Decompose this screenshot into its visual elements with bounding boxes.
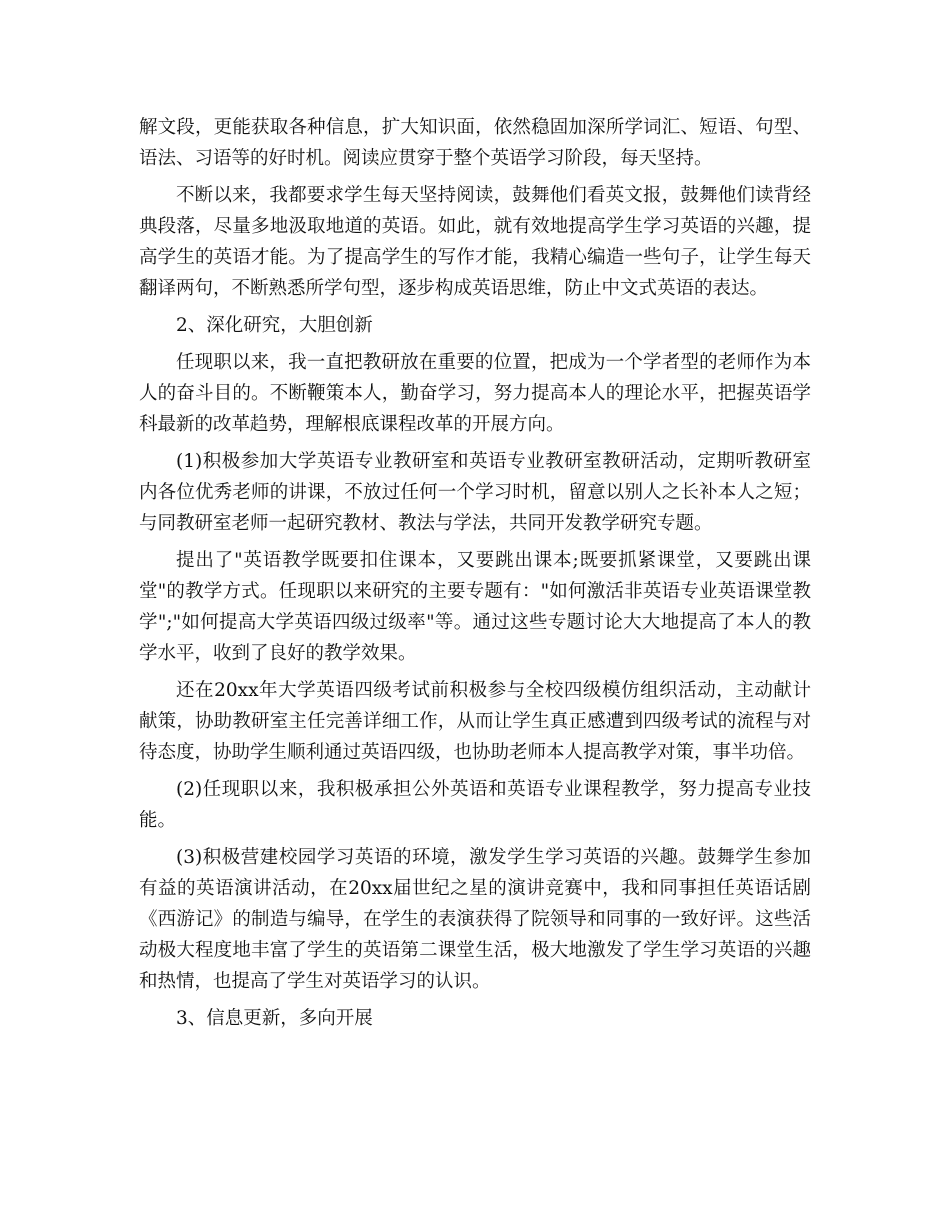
paragraph-item-1: (1)积极参加大学英语专业教研室和英语专业教研室教研活动，定期听教研室内各位优秀老师的讲课，不放过任何一个学习时机，留意以别人之长补本人之短；与同教研室老师一起研究教材、教法与学法，共同开发教学研究专题。 xyxy=(139,451,811,534)
paragraph-cet4-activity: 还在20xx年大学英语四级考试前积极参与全校四级模仿组织活动，主动献计献策，协助教研室主任完善详细工作，从而让学生真正感遭到四级考试的流程与对待态度，协助学生顺利通过英语四级，也协助老师本人提高教学对策，事半功倍。 xyxy=(139,680,811,763)
paragraph-item-2: (2)任现职以来，我积极承担公外英语和英语专业课程教学，努力提高专业技能。 xyxy=(139,779,811,831)
paragraph-item-3: (3)积极营建校园学习英语的环境，激发学生学习英语的兴趣。鼓舞学生参加有益的英语演讲活动，在20xx届世纪之星的演讲竞赛中，我和同事担任英语话剧《西游记》的制造与编导，在学生的表演获得了院领导和同事的一致好评。这些活动极大程度地丰富了学生的英语第二课堂生活，极大地激发了学生学习英语的兴趣和热情，也提高了学生对英语学习的认识。 xyxy=(139,847,811,992)
paragraph-research-intro: 任现职以来，我一直把教研放在重要的位置，把成为一个学者型的老师作为本人的奋斗目的。不断鞭策本人，勤奋学习，努力提高本人的理论水平，把握英语学科最新的改革趋势，理解根底课程改革的开展方向。 xyxy=(139,352,811,435)
paragraph-reading-continuation: 解文段，更能获取各种信息，扩大知识面，依然稳固加深所学词汇、短语、句型、语法、习语等的好时机。阅读应贯穿于整个英语学习阶段，每天坚持。 xyxy=(139,117,811,169)
section-heading-information: 3、信息更新，多向开展 xyxy=(176,1008,373,1029)
section-heading-research: 2、深化研究，大胆创新 xyxy=(176,315,373,336)
paragraph-teaching-method: 提出了"英语教学既要扣住课本，又要跳出课本;既要抓紧课堂，又要跳出课堂"的教学方式。任现职以来研究的主要专题有："如何激活非英语专业英语课堂教学";"如何提高大学英语四级过级率"等。通过这些专题讨论大大地提高了本人的教学水平，收到了良好的教学效果。 xyxy=(139,550,811,664)
document-body xyxy=(139,112,811,1034)
paragraph-daily-reading: 不断以来，我都要求学生每天坚持阅读，鼓舞他们看英文报，鼓舞他们读背经典段落，尽量多地汲取地道的英语。如此，就有效地提高学生学习英语的兴趣，提高学生的英语才能。为了提高学生的写作才能，我精心编造一些句子，让学生每天翻译两句，不断熟悉所学句型，逐步构成英语思维，防止中文式英语的表达。 xyxy=(139,185,811,299)
